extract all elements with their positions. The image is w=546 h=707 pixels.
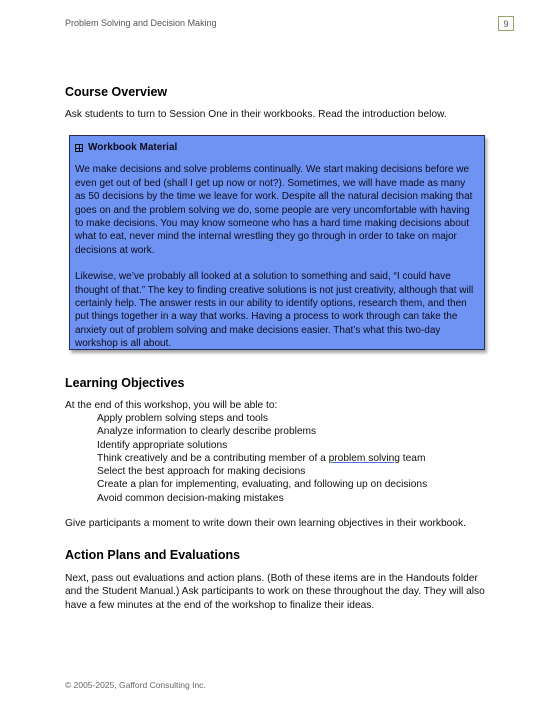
workbook-paragraph-1: We make decisions and solve problems continually. We start making decisions before we even get out of bed (shall I get up now or not?). Sometimes, we will have made as many as 50 decisions by the time we leave for work. Despite all the natural decision making that goes on and the problem solving we do, some people are very uncomfortable with having to make decisions. You may know someone who has a hard time making decisions about what to eat, never mind the internal wrestling they go through in order to take on major decisions at work. [75, 164, 473, 256]
learning-objectives-closing: Give participants a moment to write down their own learning objectives in their workbook. [65, 518, 466, 529]
objective-item: Apply problem solving steps and tools [97, 413, 269, 424]
action-plans-body: Next, pass out evaluations and action plans. (Both of these items are in the Handouts folder and the Student Manual.) Ask participants to work on these throughout the day. They will also have a few minutes at the end of the workshop to finalize their ideas. [65, 573, 485, 611]
objective-item: Avoid common decision-making mistakes [97, 492, 284, 504]
course-overview-intro: Ask students to turn to Session One in their workbooks. Read the introduction below. [65, 109, 447, 120]
workbook-icon [75, 144, 83, 152]
objective-item: Identify appropriate solutions [97, 439, 228, 451]
learning-objectives-heading: Learning Objectives [65, 376, 185, 390]
action-plans-heading: Action Plans and Evaluations [65, 548, 241, 562]
workbook-material-title: Workbook Material [88, 142, 178, 153]
objective-text: Think creatively and be a contributing member of a [97, 452, 329, 464]
objective-item: Create a plan for implementing, evaluating, and following up on decisions [97, 479, 428, 491]
workbook-paragraph-2: Likewise, we’ve probably all looked at a solution to something and said, “I could have thought of that.” The key to finding creative solutions is not just creativity, although that will certainly help. The answer rests in our ability to identify options, research them, and then put things together in a way that works. Having a process to work through can take the anxiety out of problem solving and make decisions easier. That’s what this two-day workshop is all about. [75, 271, 474, 350]
learning-objectives-list [97, 412, 427, 505]
course-overview-heading: Course Overview [65, 85, 168, 99]
objective-item: Select the best approach for making decisions [97, 466, 306, 478]
workbook-material-title-row [75, 141, 476, 154]
running-header: Problem Solving and Decision Making [65, 18, 217, 28]
footer-copyright: © 2005-2025, Gafford Consulting Inc. [65, 680, 206, 690]
objective-item: Analyze information to clearly describe problems [97, 426, 317, 438]
learning-objectives-lead: At the end of this workshop, you will be able to: [65, 400, 278, 411]
workbook-material-box [69, 135, 485, 350]
page-number: 9 [498, 16, 514, 31]
objective-text: team [399, 452, 426, 464]
spellcheck-marked-text[interactable]: problem solving [328, 452, 400, 464]
objective-item [97, 452, 427, 465]
